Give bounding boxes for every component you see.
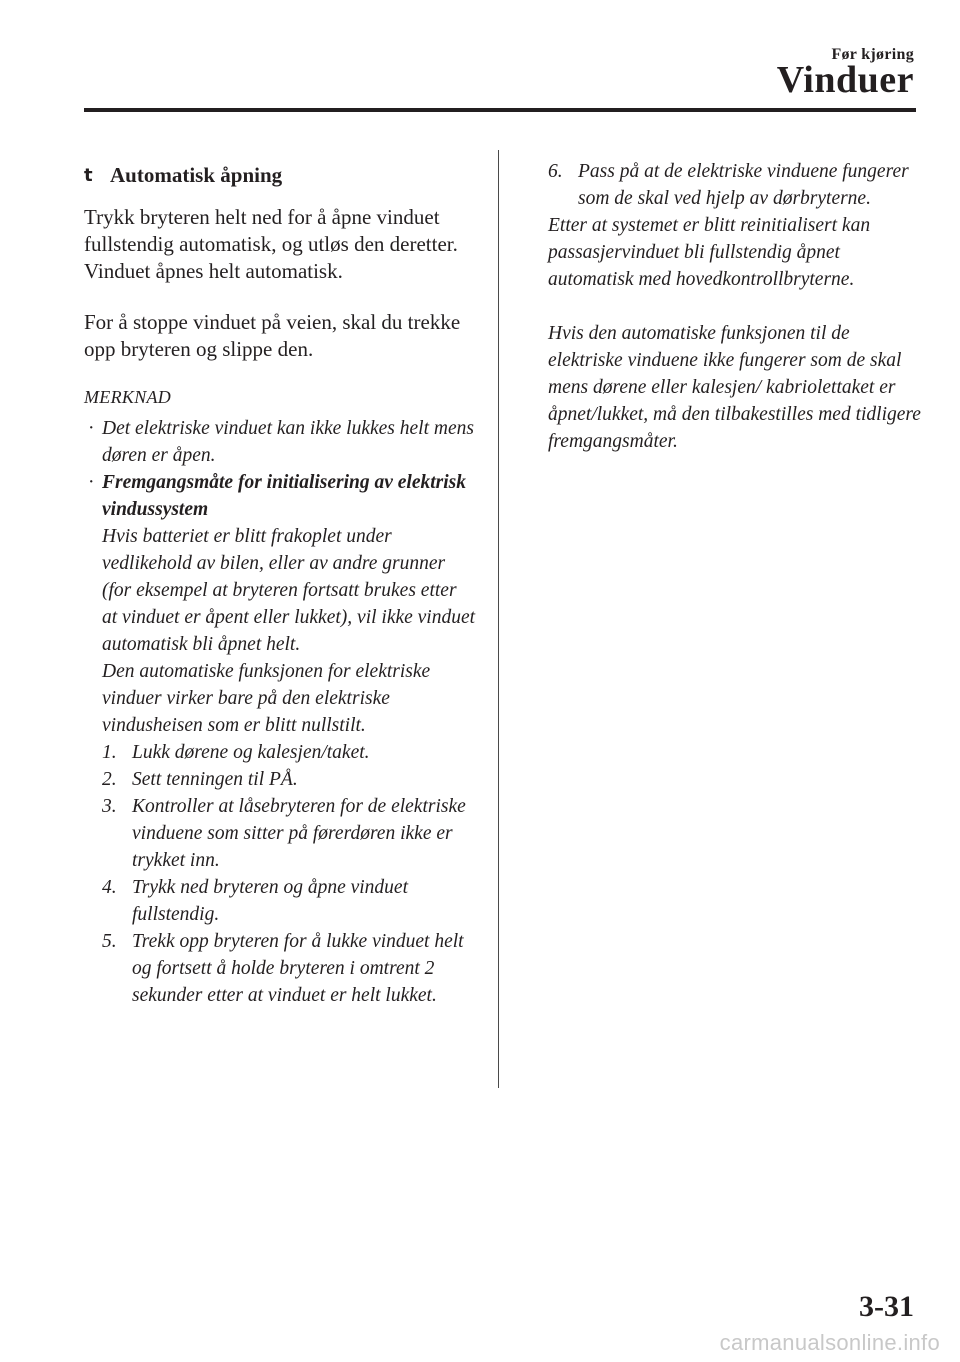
note-item xyxy=(84,415,476,469)
column-divider xyxy=(498,150,499,1088)
step-number: 6. xyxy=(548,161,563,182)
step-text: Lukk dørene og kalesjen/taket. xyxy=(132,742,370,763)
note-label: MERKNAD xyxy=(84,387,172,407)
heading-marker-icon: t xyxy=(84,164,93,186)
step-item xyxy=(102,766,476,793)
step-item xyxy=(548,158,928,212)
note-item xyxy=(84,469,476,1009)
watermark: carmanualsonline.info xyxy=(719,1330,940,1355)
step-item xyxy=(102,793,476,874)
note-list xyxy=(84,415,476,1009)
note-paragraph: Hvis den automatiske funksjonen til de elektriske vinduene ikke fungerer som de skal mens dørene eller kalesjen/ kabriolettaket er åpnet/lukket, må den tilbakestilles med tidligere fremgangsmåter. xyxy=(548,323,921,452)
step-number: 2. xyxy=(102,769,117,790)
step-text: Trykk ned bryteren og åpne vinduet fullstendig. xyxy=(132,877,408,925)
step-number: 4. xyxy=(102,877,117,898)
section-label: Før kjøring xyxy=(831,46,914,63)
step-item xyxy=(102,874,476,928)
note-bold-title: Fremgangsmåte for initialisering av elektrisk vindussystem xyxy=(102,472,467,520)
body-paragraph-2: For å stoppe vinduet på veien, skal du trekke opp bryteren og slippe den. xyxy=(84,310,461,361)
step-list xyxy=(102,739,476,1009)
step-item xyxy=(102,928,476,1009)
left-column xyxy=(84,158,476,1009)
header-rule xyxy=(84,108,916,112)
step-item xyxy=(102,739,476,766)
subheading xyxy=(84,158,476,192)
page-number: 3-31 xyxy=(859,1290,914,1323)
subheading-text: Automatisk åpning xyxy=(110,162,283,187)
step-text: Pass på at de elektriske vinduene fungerer som de skal ved hjelp av dørbryterne. xyxy=(578,161,909,209)
page-title: Vinduer xyxy=(776,59,914,101)
note-text: Det elektriske vinduet kan ikke lukkes helt mens døren er åpen. xyxy=(102,418,474,466)
bullet-icon: · xyxy=(88,472,95,493)
note-text: Den automatiske funksjonen for elektriske vinduer virker bare på den elektriske vindusheisen som er blitt nullstilt. xyxy=(102,661,431,736)
step-text: Sett tenningen til PÅ. xyxy=(132,769,298,790)
step-number: 3. xyxy=(102,796,117,817)
step-text: Kontroller at låsebryteren for de elektriske vinduene som sitter på førerdøren ikke er trykket inn. xyxy=(132,796,466,871)
note-text: Hvis batteriet er blitt frakoplet under vedlikehold av bilen, eller av andre grunner (for eksempel at bryteren fortsatt brukes etter at vinduet er åpent eller lukket), vil ikke vinduet automatisk bli åpnet helt. xyxy=(102,526,476,655)
note-paragraph: Etter at systemet er blitt reinitialisert kan passasjervinduet bli fullstendig åpnet automatisk med hovedkontrollbryterne. xyxy=(548,215,871,290)
right-column xyxy=(548,158,928,455)
step-number: 1. xyxy=(102,742,117,763)
step-text: Trekk opp bryteren for å lukke vinduet helt og fortsett å holde bryteren i omtrent 2 sekunder etter at vinduet er helt lukket. xyxy=(132,931,464,1006)
bullet-icon: · xyxy=(88,418,95,439)
body-paragraph-1: Trykk bryteren helt ned for å åpne vinduet fullstendig automatisk, og utløs den deretter. Vinduet åpnes helt automatisk. xyxy=(84,205,458,283)
step-number: 5. xyxy=(102,931,117,952)
